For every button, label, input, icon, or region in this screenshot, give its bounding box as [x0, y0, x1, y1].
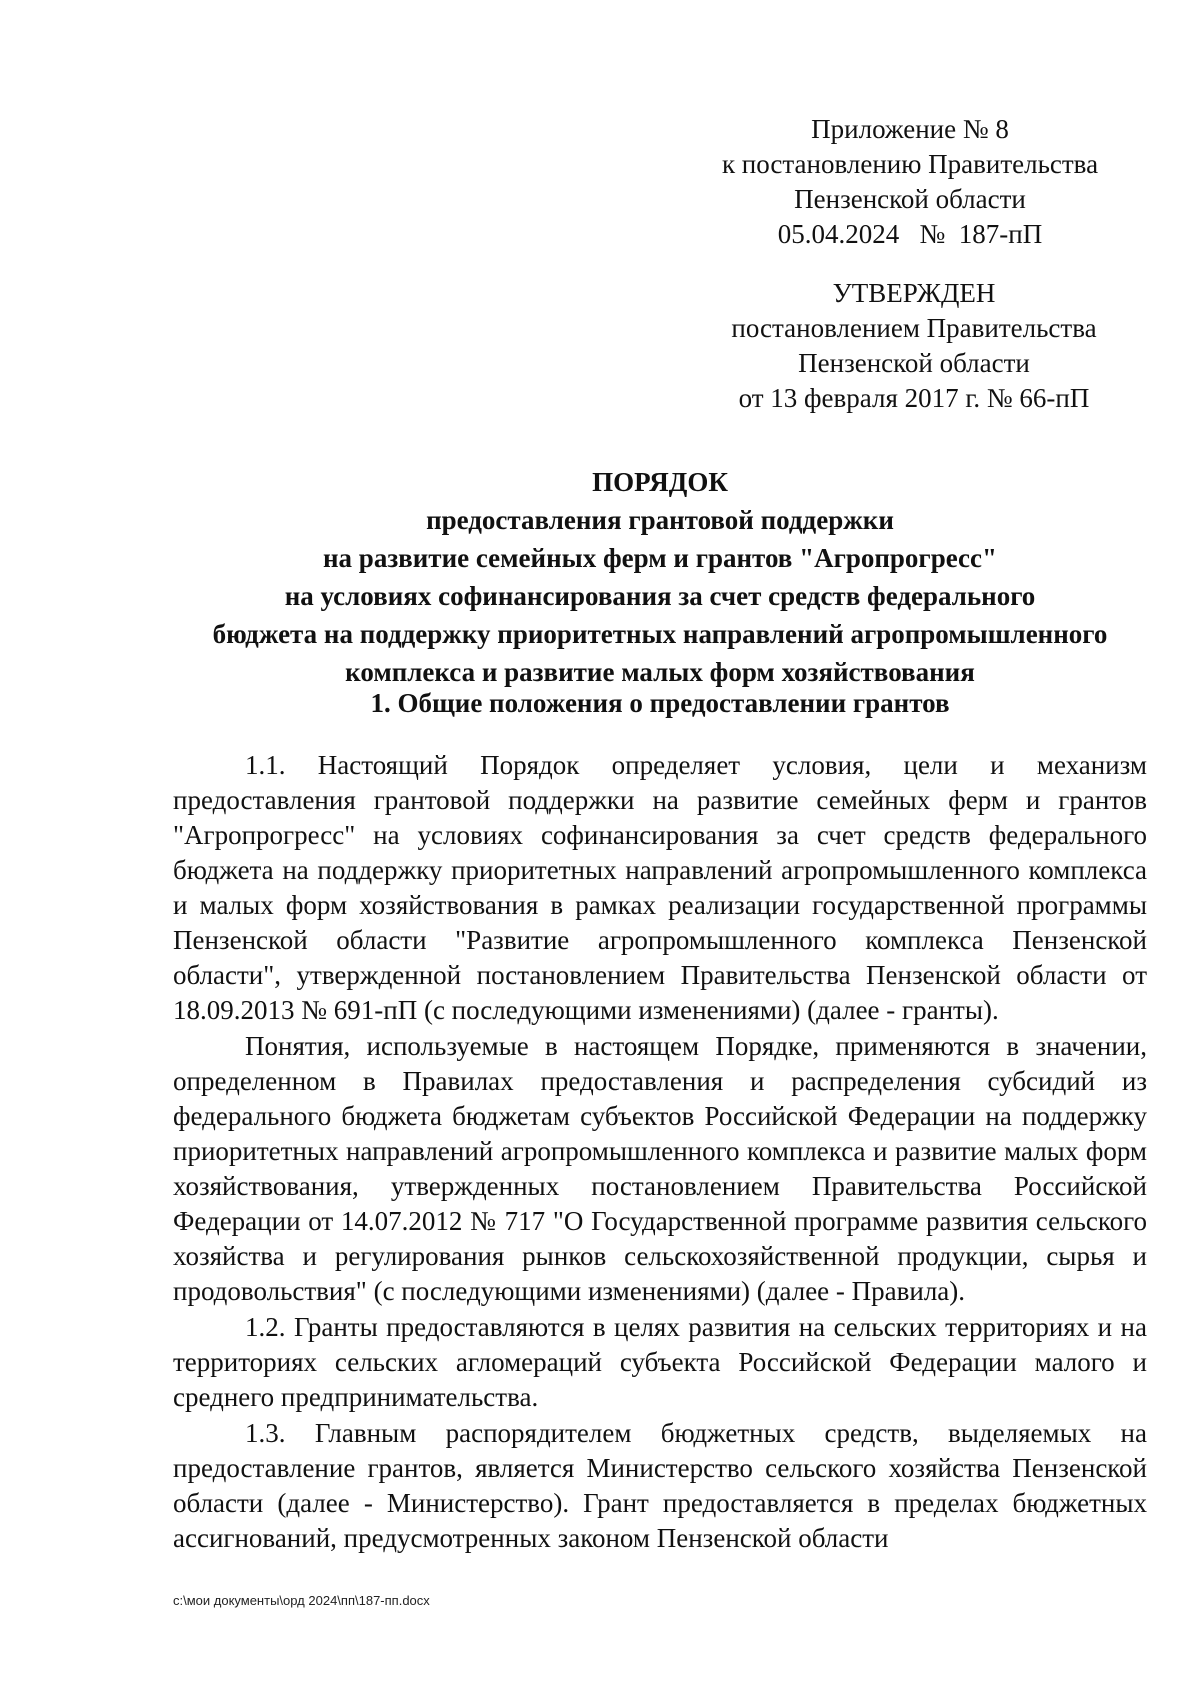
- attachment-region: Пензенской области: [794, 184, 1026, 214]
- title-heading: ПОРЯДОК: [592, 467, 728, 497]
- title-line: на развитие семейных ферм и грантов "Агропрогресс": [323, 543, 997, 573]
- title-line: предоставления грантовой поддержки: [426, 505, 894, 535]
- title-line: бюджета на поддержку приоритетных направлений агропромышленного: [212, 619, 1108, 649]
- document-body: [173, 748, 1147, 1556]
- approval-block: [704, 276, 1124, 416]
- footer-file-path: c:\мои документы\орд 2024\пп\187-пп.docx: [173, 1593, 430, 1608]
- attachment-block: [700, 112, 1120, 252]
- paragraph-1-3: 1.3. Главным распорядителем бюджетных средств, выделяемых на предоставление грантов, является Министерство сельского хозяйства Пензенской области (далее - Министерство). Грант предоставляется в пределах бюджетных ассигнований, предусмотренных законом Пензенской области: [173, 1418, 1147, 1553]
- paragraph-1-2: 1.2. Гранты предоставляются в целях развития на сельских территориях и на территориях сельских агломераций субъекта Российской Федерации малого и среднего предпринимательства.: [173, 1312, 1147, 1412]
- attachment-date-number: 05.04.2024 № 187-пП: [777, 219, 1043, 249]
- paragraph-1-1: 1.1. Настоящий Порядок определяет условия, цели и механизм предоставления грантовой поддержки на развитие семейных ферм и грантов "Агропрогресс" на условиях софинансирования за счет средств федерального бюджета на поддержку приоритетных направлений агропромышленного комплекса и малых форм хозяйствования в рамках реализации государственной программы Пензенской области "Развитие агропромышленного комплекса Пензенской области", утвержденной постановлением Правительства Пензенской области от 18.09.2013 № 691-пП (с последующими изменениями) (далее - гранты).: [173, 750, 1147, 1025]
- document-title: [160, 463, 1160, 691]
- approval-stamp: УТВЕРЖДЕН: [832, 278, 996, 308]
- approval-reference: постановлением Правительства: [731, 313, 1097, 343]
- title-line: на условиях софинансирования за счет средств федерального: [284, 581, 1036, 611]
- attachment-number: Приложение № 8: [811, 114, 1009, 144]
- approval-region: Пензенской области: [798, 348, 1030, 378]
- attachment-reference: к постановлению Правительства: [721, 149, 1099, 179]
- approval-date-number: от 13 февраля 2017 г. № 66-пП: [738, 383, 1090, 413]
- title-line: комплекса и развитие малых форм хозяйствования: [345, 657, 975, 687]
- paragraph-definitions: Понятия, используемые в настоящем Порядке, применяются в значении, определенном в Правилах предоставления и распределения субсидий из федерального бюджета бюджетам субъектов Российской Федерации на поддержку приоритетных направлений агропромышленного комплекса и развитие малых форм хозяйствования, утвержденных постановлением Правительства Российской Федерации от 14.07.2012 № 717 "О Государственной программе развития сельского хозяйства и регулирования рынков сельскохозяйственной продукции, сырья и продовольствия" (с последующими изменениями) (далее - Правила).: [173, 1031, 1147, 1306]
- section-heading: 1. Общие положения о предоставлении грантов: [370, 688, 950, 718]
